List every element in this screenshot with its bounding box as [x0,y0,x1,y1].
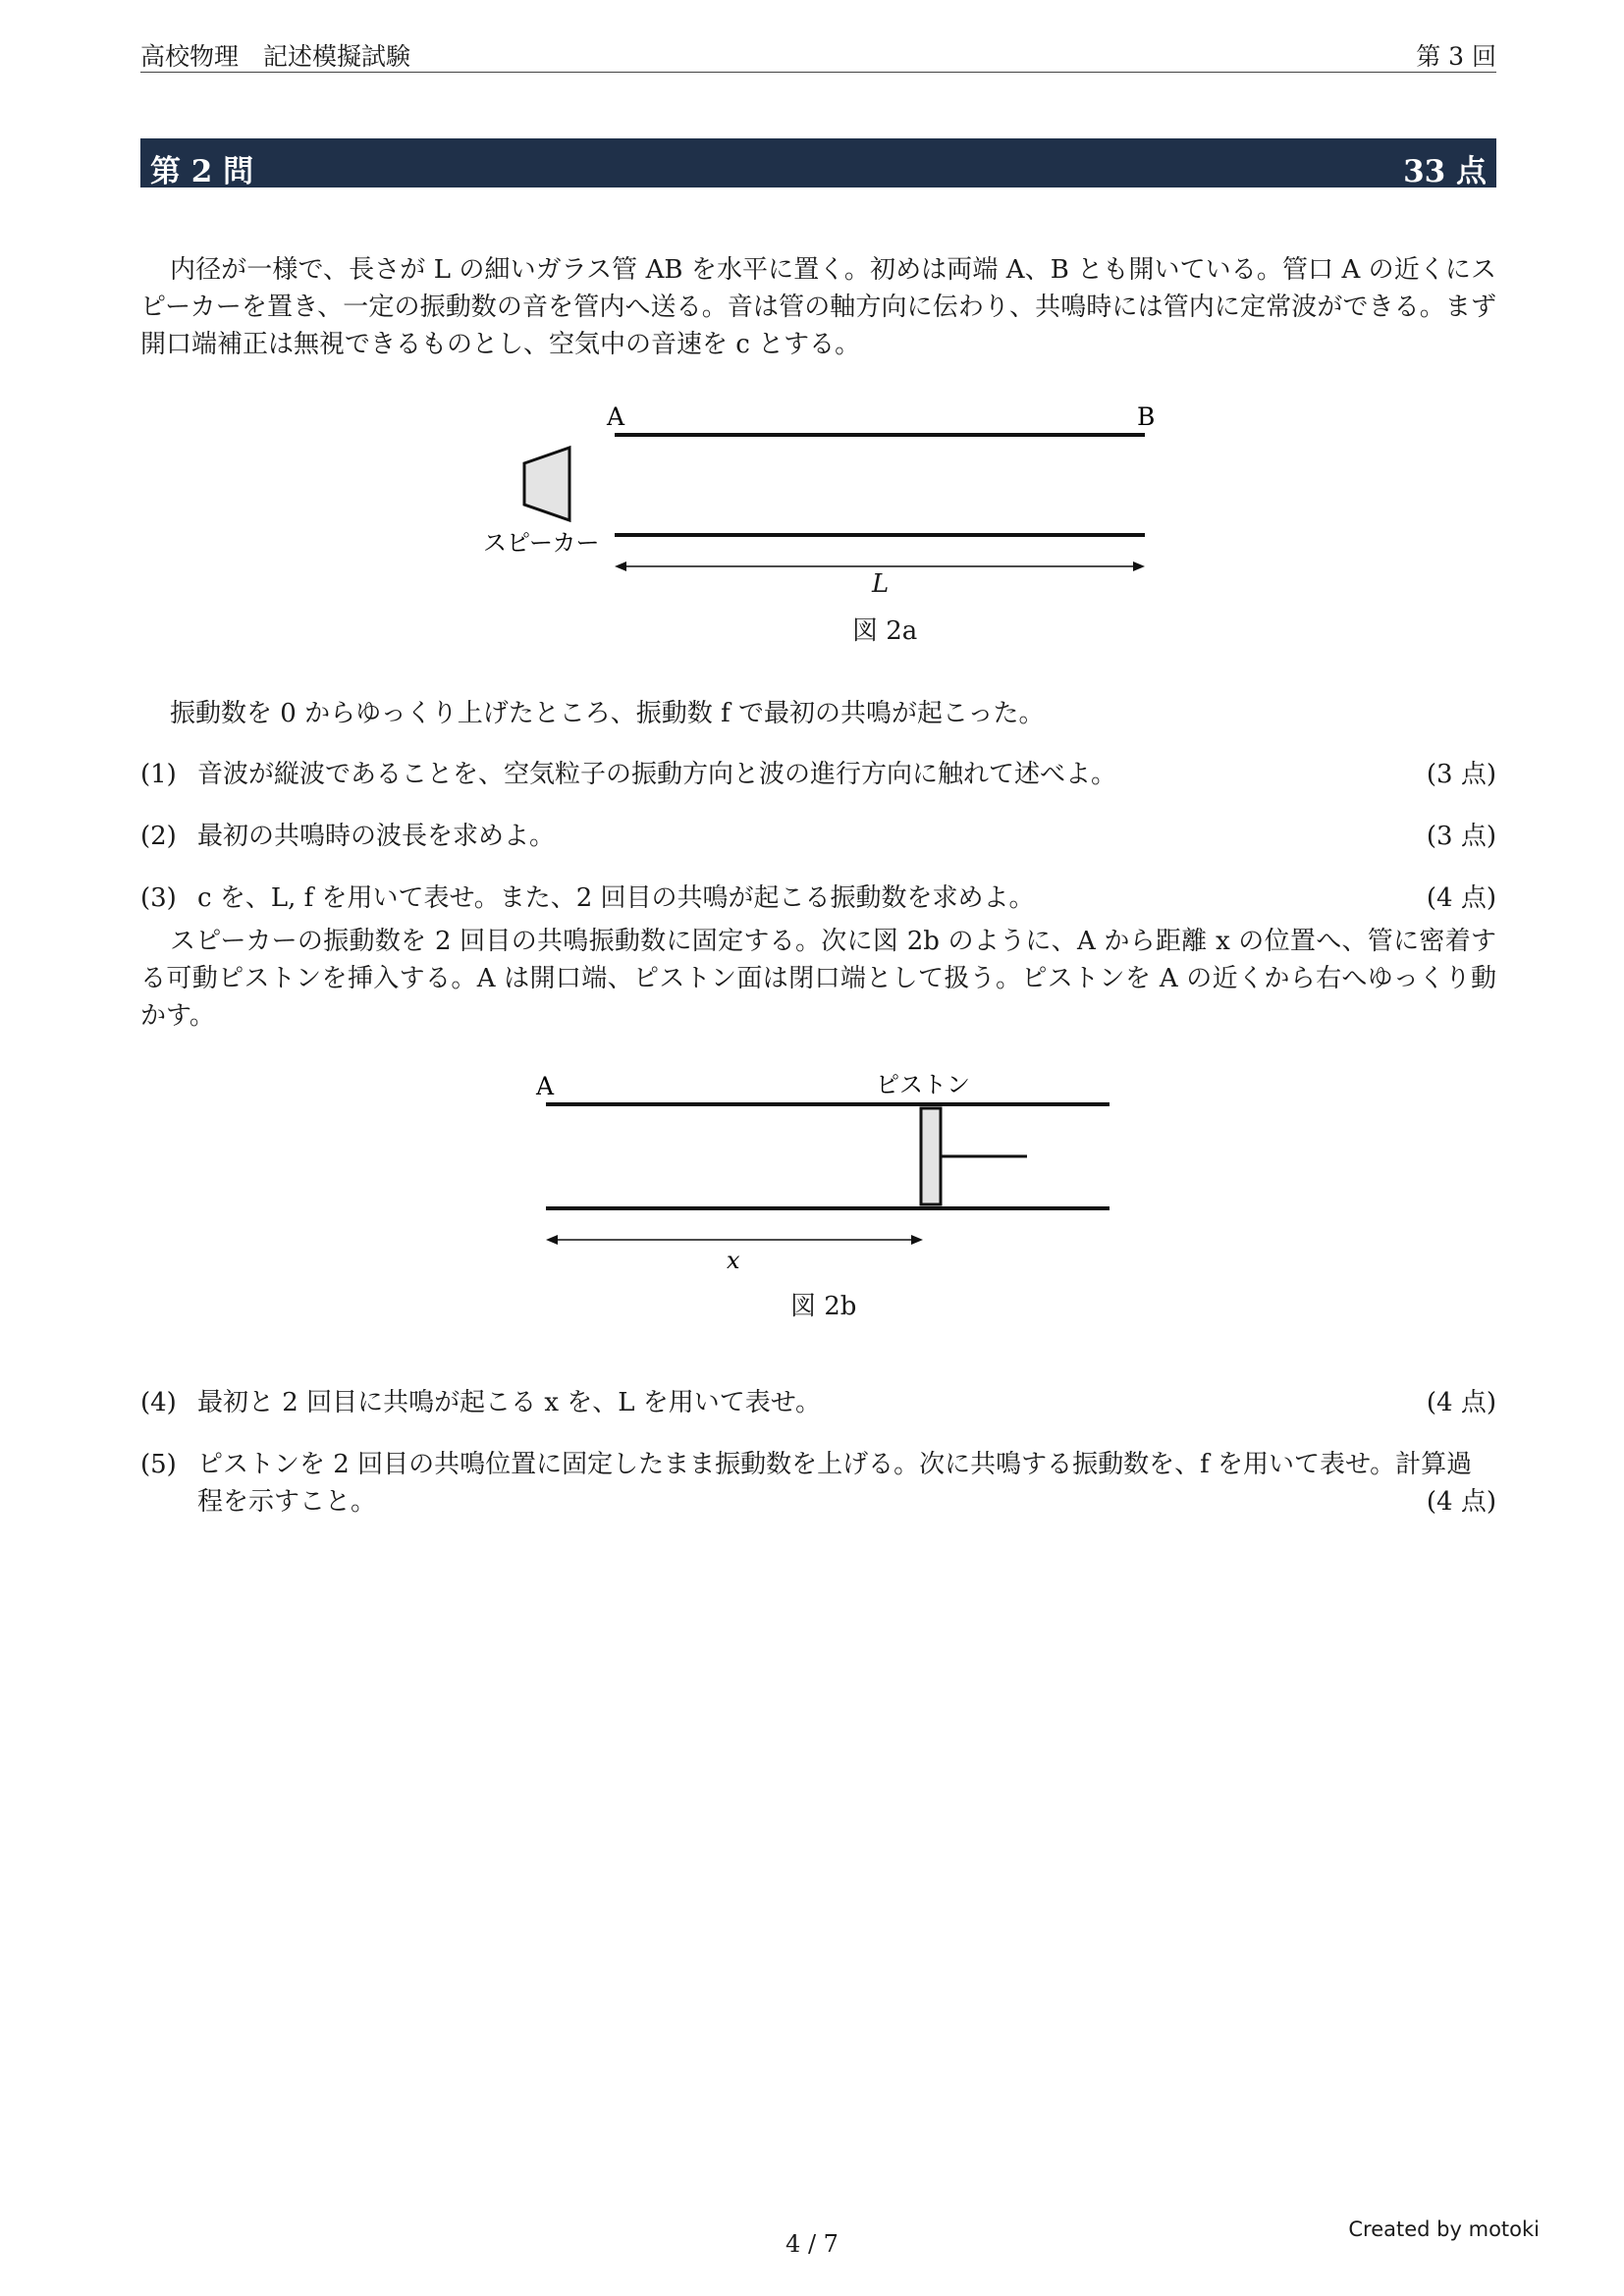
fig-b-piston-label: ピストン [876,1071,970,1098]
length-arrow-left-head [615,561,626,571]
fig-a-caption: 図 2a [852,616,918,646]
credit-line: Created by motoki [1348,2217,1540,2241]
item-number: (5) [140,1450,177,1479]
question-item-5 [140,1446,1496,1524]
item-number: (2) [140,822,177,851]
item-number: (3) [140,883,177,913]
header-title: 高校物理 記述模擬試験 [140,42,411,71]
question-points: 33 点 [1403,154,1487,189]
intro-paragraph: 内径が一様で、長さが L の細いガラス管 AB を水平に置く。初めは両端 A、B とも開いている。管口 A の近くにスピーカーを置き、一定の振動数の音を管内へ送る。音は管の軸方向に伝わり、共鳴時には管内に定常波ができる。まず開口端補正は無視できるものとし、空気中の音速を c とする。 [140,255,1496,359]
fig-a-label-b: B [1137,402,1156,431]
item-points: (3 点) [1426,760,1496,789]
item-points: (3 点) [1426,822,1496,851]
fig-a-label-a: A [607,402,625,431]
fig-a-length-label: L [872,569,890,599]
header-rule [140,72,1496,73]
item-number: (4) [140,1388,177,1417]
item-points: (4 点) [1426,883,1496,913]
question-banner [140,138,1496,187]
distance-arrow-left-head [546,1235,558,1245]
item-text: ピストンを 2 回目の共鳴位置に固定したまま振動数を上げる。次に共鳴する振動数を、f を用いて表せ。計算過程を示すこと。 [197,1450,1473,1517]
fig-b-distance-label: x [727,1247,740,1274]
fig-a-speaker-label: スピーカー [483,529,600,557]
fig-b-label-a: A [536,1072,555,1100]
item-points: (4 点) [1426,1388,1496,1417]
figure-2b [530,1065,1129,1281]
fig-b-caption: 図 2b [790,1292,857,1321]
length-arrow-right-head [1133,561,1145,571]
distance-arrow-right-head [911,1235,923,1245]
item-text: 最初の共鳴時の波長を求めよ。 [197,822,556,851]
item-text: c を、L, f を用いて表せ。また、2 回目の共鳴が起こる振動数を求めよ。 [197,883,1035,913]
figure-2a [471,393,1178,589]
piston-paragraph: スピーカーの振動数を 2 回目の共鳴振動数に固定する。次に図 2b のように、A から距離 x の位置へ、管に密着する可動ピストンを挿入する。A は開口端、ピストン面は閉口端として扱う。ピストンを A の近くから右へゆっくり動かす。 [140,927,1496,1031]
item-text: 最初と 2 回目に共鳴が起こる x を、L を用いて表せ。 [197,1388,822,1417]
condition-paragraph: 振動数を 0 からゆっくり上げたところ、振動数 f で最初の共鳴が起こった。 [170,699,1045,728]
page-number: 4 / 7 [785,2230,839,2258]
item-points: (4 点) [1426,1487,1496,1517]
item-number: (1) [140,760,177,789]
header-session: 第 3 回 [1416,42,1496,71]
question-title: 第 2 問 [150,154,254,189]
item-text: 音波が縦波であることを、空気粒子の振動方向と波の進行方向に触れて述べよ。 [197,760,1117,789]
speaker-icon [524,448,569,520]
piston-head [921,1108,941,1204]
